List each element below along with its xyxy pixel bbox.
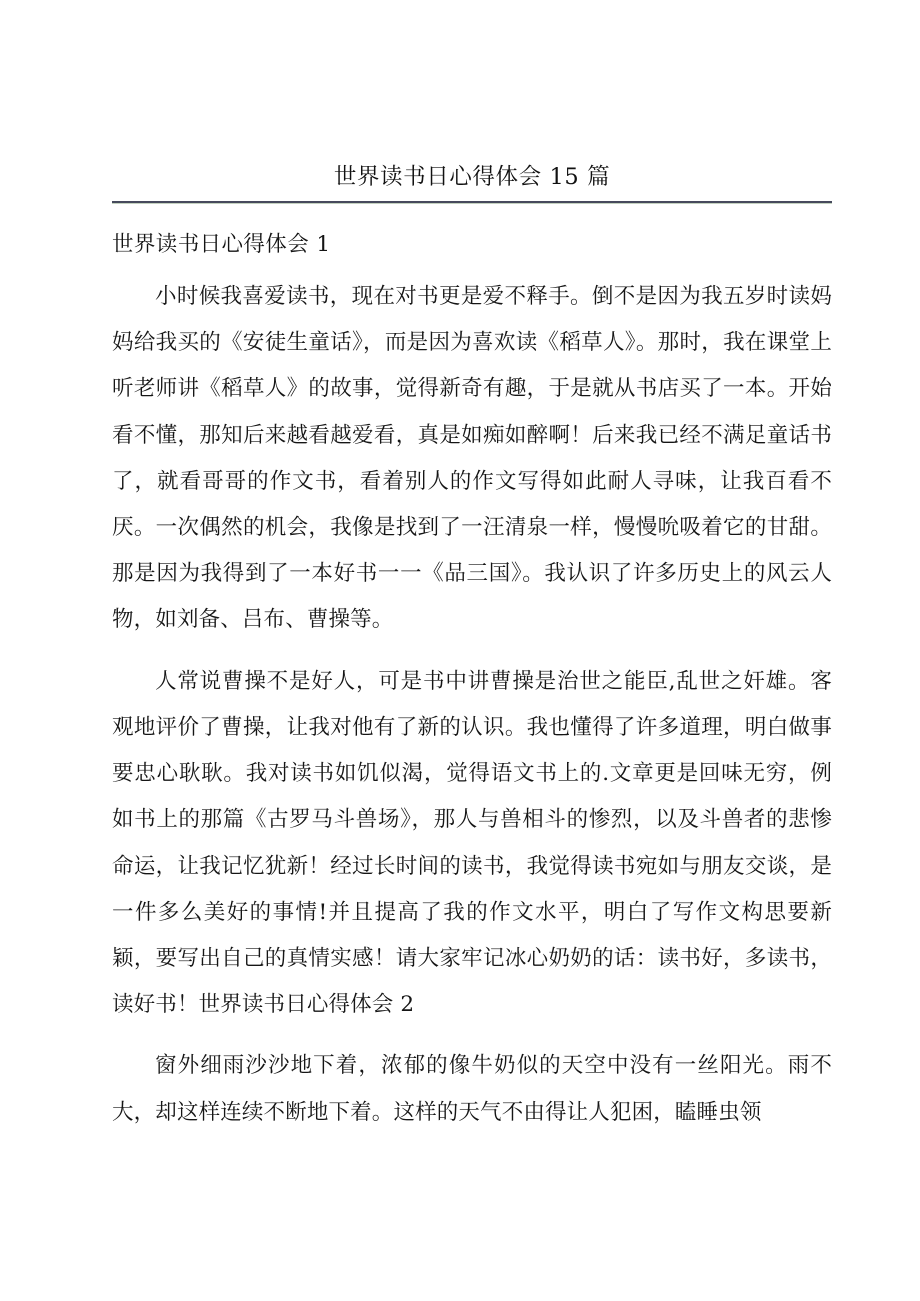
title-divider (112, 201, 832, 205)
paragraph-1: 小时候我喜爱读书，现在对书更是爱不释手。倒不是因为我五岁时读妈妈给我买的《安徒生童话》，而是因为喜欢读《稻草人》。那时，我在课堂上听老师讲《稻草人》的故事，觉得新奇有趣，于是就从书店买了一本。开始看不懂，那知后来越看越爱看，真是如痴如醉啊！后来我已经不满足童话书了，就看哥哥的作文书，看着别人的作文写得如此耐人寻味，让我百看不厌。一次偶然的机会，我像是找到了一汪清泉一样，慢慢吮吸着它的甘甜。那是因为我得到了一本好书一一《品三国》。我认识了许多历史上的风云人物，如刘备、吕布、曹操等。 (112, 284, 832, 633)
divider-shadow (112, 203, 832, 204)
document-body (112, 0, 832, 1136)
paragraph-3: 窗外细雨沙沙地下着，浓郁的像牛奶似的天空中没有一丝阳光。雨不大，却这样连续不断地下着。这样的天气不由得让人犯困，瞌睡虫领 (112, 1053, 832, 1125)
paragraph-2: 人常说曹操不是好人，可是书中讲曹操是治世之能臣,乱世之奸雄。客观地评价了曹操，让我对他有了新的认识。我也懂得了许多道理，明白做事要忠心耿耿。我对读书如饥似渴，觉得语文书上的.文章更是回味无穷，例如书上的那篇《古罗马斗兽场》，那人与兽相斗的惨烈，以及斗兽者的悲惨命运，让我记忆犹新！经过长时间的读书，我觉得读书宛如与朋友交谈，是一件多么美好的事情!并且提高了我的作文水平，明白了写作文构思要新颖，要写出自己的真情实感！请大家牢记冰心奶奶的话：读书好，多读书，读好书！世界读书日心得体会 2 (112, 668, 832, 1018)
section-heading-1: 世界读书日心得体会 1 (112, 232, 331, 258)
page-title: 世界读书日心得体会 15 篇 (333, 164, 611, 190)
